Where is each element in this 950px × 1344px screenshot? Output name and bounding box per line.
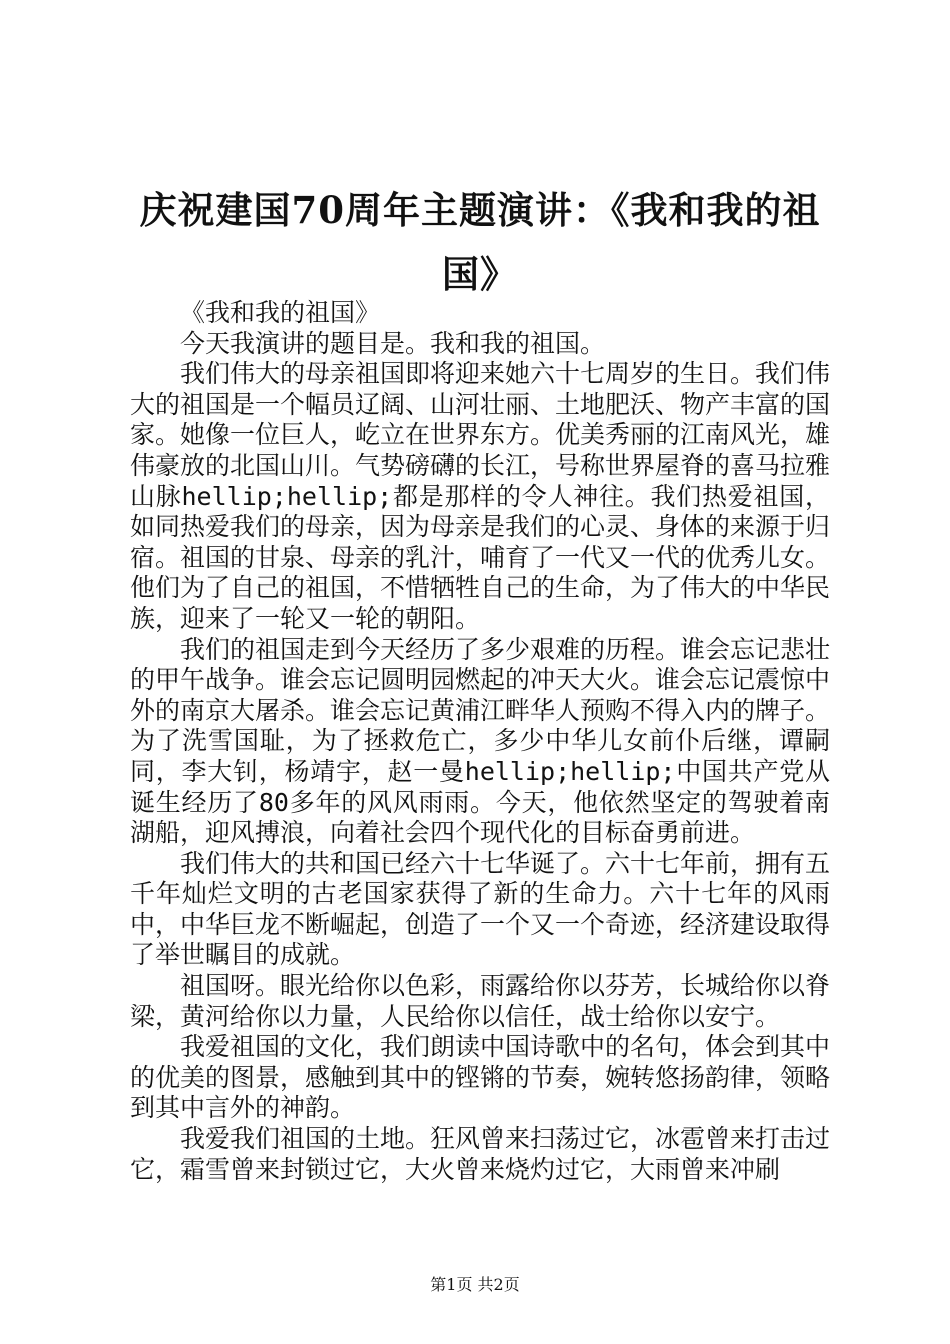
page-number-footer: 第1页 共2页 [430,1275,520,1294]
paragraph: 我们的祖国走到今天经历了多少艰难的历程。谁会忘记悲壮的甲午战争。谁会忘记圆明园燃起的冲天大火。谁会忘记震惊中外的南京大屠杀。谁会忘记黄浦江畔华人预购不得入内的牌子。为了洗雪国耻，为了拯救危亡，多少中华儿女前仆后继，谭嗣同，李大钊，杨靖宇，赵一曼hellip;hellip;中国共产党从诞生经历了80多年的风风雨雨。今天，他依然坚定的驾驶着南湖船，迎风搏浪，向着社会四个现代化的目标奋勇前进。 [130,634,831,848]
paragraph-subtitle: 《我和我的祖国》 [180,298,381,327]
paragraph: 我们伟大的共和国已经六十七华诞了。六十七年前，拥有五千年灿烂文明的古老国家获得了新的生命力。六十七年的风雨中，中华巨龙不断崛起，创造了一个又一个奇迹，经济建设取得了举世瞩目的成就。 [130,848,831,970]
paragraph: 祖国呀。眼光给你以色彩，雨露给你以芬芳，长城给你以脊梁，黄河给你以力量，人民给你以信任，战士给你以安宁。 [130,971,831,1031]
paragraph: 我爱我们祖国的土地。狂风曾来扫荡过它，冰雹曾来打击过它，霜雪曾来封锁过它，大火曾来烧灼过它，大雨曾来冲刷 [130,1124,831,1184]
document-title: 庆祝建国70周年主题演讲：《我和我的祖国》 [139,188,821,296]
document-body [130,298,830,1185]
paragraph-topic: 今天我演讲的题目是。我和我的祖国。 [180,328,606,358]
paragraph: 我们伟大的母亲祖国即将迎来她六十七周岁的生日。我们伟大的祖国是一个幅员辽阔、山河壮丽、土地肥沃、物产丰富的国家。她像一位巨人，屹立在世界东方。优美秀丽的江南风光，雄伟豪放的北国山川。气势磅礴的长江，号称世界屋脊的喜马拉雅山脉hellip;hellip;都是那样的令人神往。我们热爱祖国，如同热爱我们的母亲，因为母亲是我们的心灵、身体的来源于归宿。祖国的甘泉、母亲的乳汁，哺育了一代又一代的优秀儿女。他们为了自己的祖国，不惜牺牲自己的生命，为了伟大的中华民族，迎来了一轮又一轮的朝阳。 [130,359,831,633]
paragraph: 我爱祖国的文化，我们朗读中国诗歌中的名句，体会到其中的优美的图景，感触到其中的铿锵的节奏，婉转悠扬韵律，领略到其中言外的神韵。 [130,1032,831,1123]
